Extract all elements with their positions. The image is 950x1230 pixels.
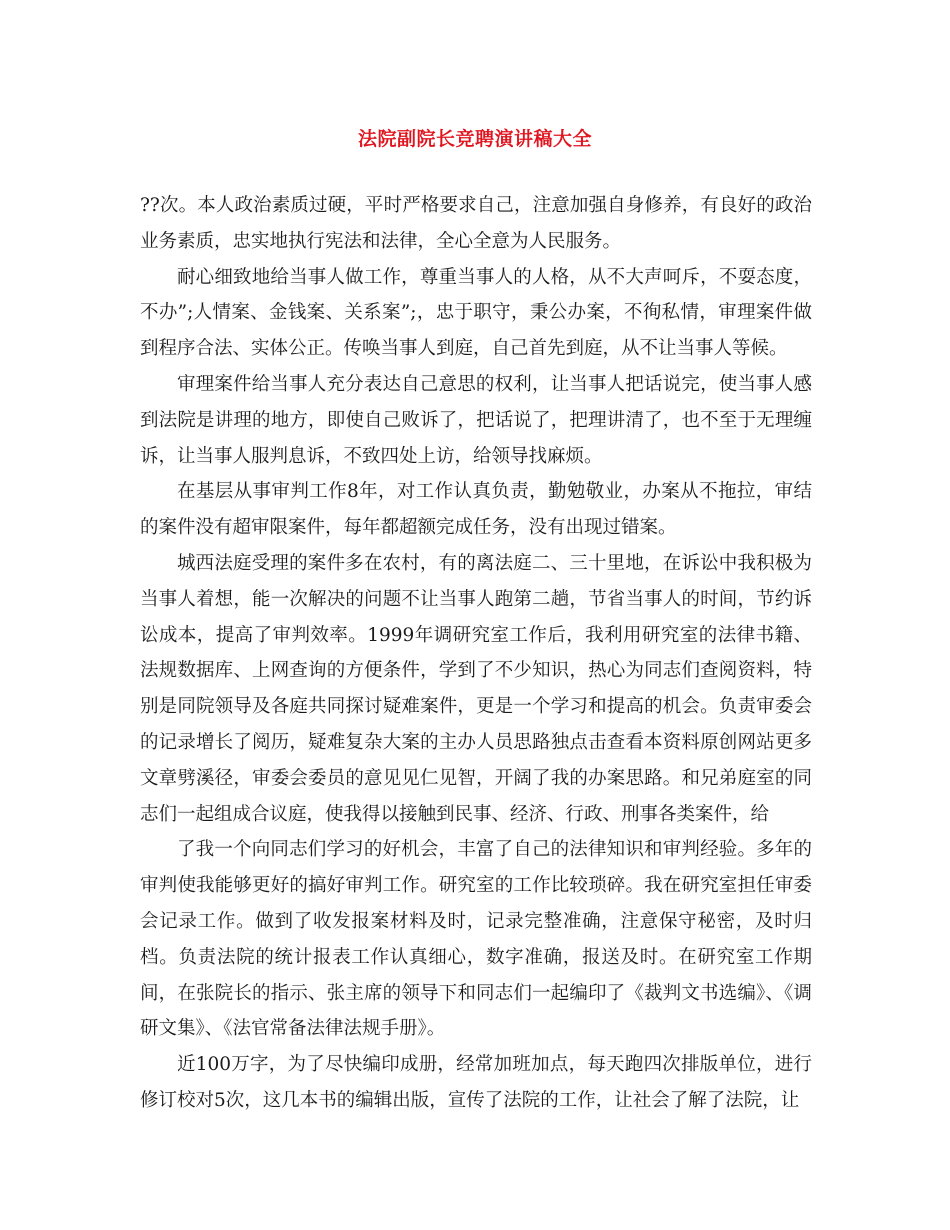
paragraph: 耐心细致地给当事人做工作，尊重当事人的人格，从不大声呵斥，不耍态度，不办”;人情案、金钱案、关系案”;，忠于职守，秉公办案，不徇私情，审理案件做到程序合法、实体公正。传唤当事人到庭，自己首先到庭，从不让当事人等候。 (140, 266, 812, 360)
paragraph: 了我一个向同志们学习的好机会，丰富了自己的法律知识和审判经验。多年的审判使我能够更好的搞好审判工作。研究室的工作比较琐碎。我在研究室担任审委会记录工作。做到了收发报案材料及时，记录完整准确，注意保守秘密，及时归档。负责法院的统计报表工作认真细心，数字准确，报送及时。在研究室工作期间，在张院长的指示、张主席的领导下和同志们一起编印了《裁判文书选编》、《调研文集》、《法官常备法律法规手册》。 (140, 839, 812, 1040)
paragraph: ??次。本人政治素质过硬，平时严格要求自己，注意加强自身修养，有良好的政治业务素质，忠实地执行宪法和法律，全心全意为人民服务。 (140, 195, 812, 252)
paragraph: 近100万字，为了尽快编印成册，经常加班加点，每天跑四次排版单位，进行修订校对5次，这几本书的编辑出版，宣传了法院的工作，让社会了解了法院，让 (140, 1054, 812, 1111)
paragraph: 在基层从事审判工作8年，对工作认真负责，勤勉敬业，办案从不拖拉，审结的案件没有超审限案件，每年都超额完成任务，没有出现过错案。 (140, 481, 812, 539)
document-body (140, 188, 812, 1119)
document-title: 法院副院长竞聘演讲稿大全 (357, 128, 592, 150)
paragraph: 城西法庭受理的案件多在农村，有的离法庭二、三十里地，在诉讼中我积极为当事人着想，能一次解决的问题不让当事人跑第二趟，节省当事人的时间，节约诉讼成本，提高了审判效率。1999年调研究室工作后，我利用研究室的法律书籍、法规数据库、上网查询的方便条件，学到了不少知识，热心为同志们查阅资料，特别是同院领导及各庭共同探讨疑难案件，更是一个学习和提高的机会。负责审委会的记录增长了阅历，疑难复杂大案的主办人员思路独点击查看本资料原创网站更多文章劈溪径，审委会委员的意见见仁见智，开阔了我的办案思路。和兄弟庭室的同志们一起组成合议庭，使我得以接触到民事、经济、行政、刑事各类案件，给 (140, 552, 812, 825)
paragraph: 审理案件给当事人充分表达自己意思的权利，让当事人把话说完，使当事人感到法院是讲理的地方，即使自己败诉了，把话说了，把理讲清了，也不至于无理缠诉，让当事人服判息诉，不致四处上访，给领导找麻烦。 (140, 373, 812, 467)
